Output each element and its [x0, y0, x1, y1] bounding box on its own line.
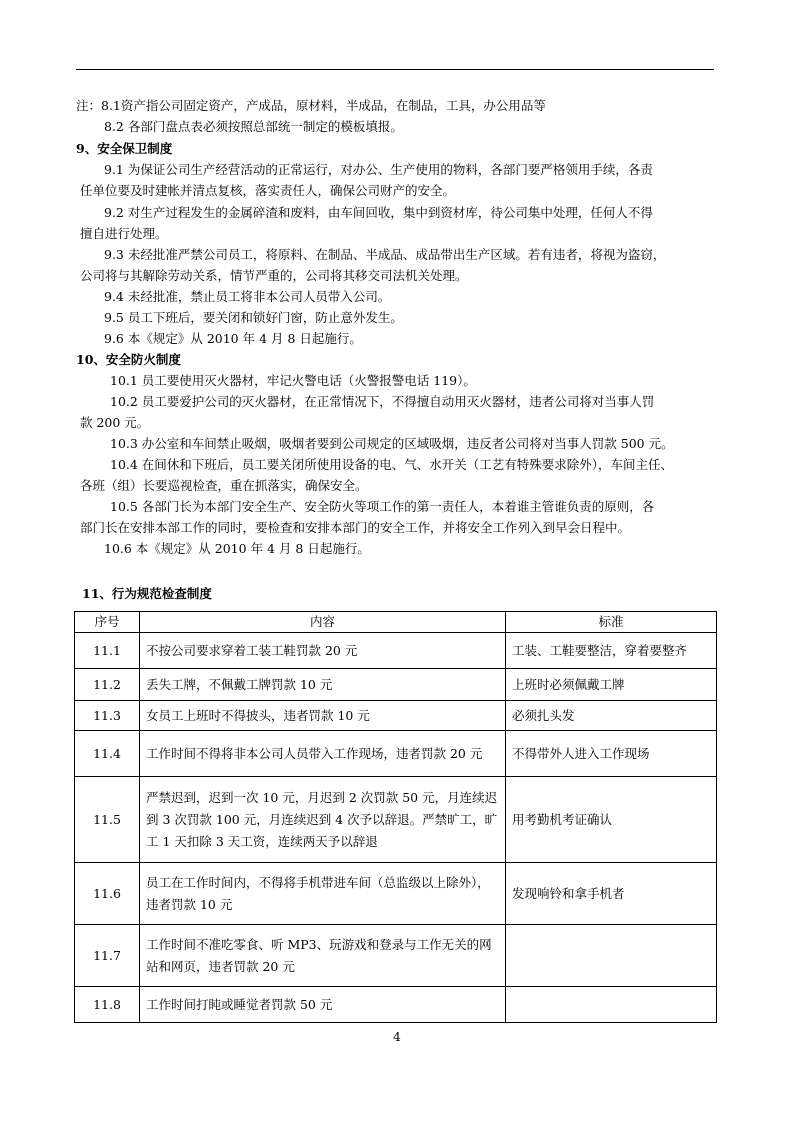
row-content: 不按公司要求穿着工装工鞋罚款 20 元 — [140, 633, 506, 669]
row-content: 工作时间打盹或睡觉者罚款 50 元 — [140, 987, 506, 1023]
row-num: 11.5 — [75, 777, 140, 863]
table-row — [75, 987, 717, 1023]
row-standard: 发现响铃和拿手机者 — [506, 863, 717, 925]
s10-p6: 10.6 本《规定》从 2010 年 4 月 8 日起施行。 — [104, 541, 370, 556]
page-number: 4 — [393, 1030, 401, 1044]
s9-p6: 9.6 本《规定》从 2010 年 4 月 8 日起施行。 — [104, 331, 362, 346]
table-header-row — [75, 612, 717, 633]
row-num: 11.8 — [75, 987, 140, 1023]
row-content: 女员工上班时不得披头，违者罚款 10 元 — [140, 701, 506, 731]
s10-p5a: 10.5 各部门长为本部门安全生产、安全防火等项工作的第一责任人，本着谁主管谁负责的原则，各 — [110, 499, 655, 514]
note-line-1: 注：8.1资产指公司固定资产，产成品，原材料，半成品，在制品，工具，办公用品等 — [76, 98, 546, 113]
header-num: 序号 — [75, 612, 140, 633]
s10-p2a: 10.2 员工要爱护公司的灭火器材，在正常情况下，不得擅自动用灭火器材，违者公司将对当事人罚 — [110, 394, 655, 409]
table-row — [75, 863, 717, 925]
row-num: 11.2 — [75, 669, 140, 701]
row-standard: 不得带外人进入工作现场 — [506, 731, 717, 777]
row-content: 员工在工作时间内，不得将手机带进车间（总监级以上除外），违者罚款 10 元 — [140, 863, 506, 925]
row-num: 11.4 — [75, 731, 140, 777]
s9-p2a: 9.2 对生产过程发生的金属碎渣和废料，由车间回收，集中到资材库，待公司集中处理，任何人不得 — [104, 205, 653, 220]
table-row — [75, 777, 717, 863]
table-row — [75, 731, 717, 777]
row-standard: 必须扎头发 — [506, 701, 717, 731]
row-num: 11.3 — [75, 701, 140, 731]
row-standard — [506, 987, 717, 1023]
s9-p3b: 公司将与其解除劳动关系，情节严重的，公司将其移交司法机关处理。 — [80, 268, 468, 283]
row-num: 11.7 — [75, 925, 140, 987]
row-content: 丢失工牌，不佩戴工牌罚款 10 元 — [140, 669, 506, 701]
s9-p5: 9.5 员工下班后，要关闭和锁好门窗，防止意外发生。 — [104, 310, 403, 325]
header-content: 内容 — [140, 612, 506, 633]
s9-p3a: 9.3 未经批准严禁公司员工，将原料、在制品、半成品、成品带出生产区域。若有违者，将视为盗窃， — [104, 247, 666, 262]
s9-p1a: 9.1 为保证公司生产经营活动的正常运行，对办公、生产使用的物料，各部门要严格领用手续，各责 — [104, 162, 653, 177]
section-11-title: 11、行为规范检查制度 — [82, 586, 212, 601]
s9-p2b: 擅自进行处理。 — [80, 226, 168, 241]
table-row — [75, 633, 717, 669]
s10-p3: 10.3 办公室和车间禁止吸烟，吸烟者要到公司规定的区域吸烟，违反者公司将对当事人罚款 500 元。 — [110, 436, 674, 451]
header-rule — [76, 69, 714, 70]
header-standard: 标准 — [506, 612, 717, 633]
row-standard: 用考勤机考证确认 — [506, 777, 717, 863]
row-standard: 上班时必须佩戴工牌 — [506, 669, 717, 701]
row-standard: 工装、工鞋要整洁，穿着要整齐 — [506, 633, 717, 669]
rules-table — [74, 611, 717, 1023]
s10-p2b: 款 200 元。 — [80, 415, 150, 430]
row-content: 工作时间不准吃零食、听 MP3、玩游戏和登录与工作无关的网站和网页，违者罚款 20 元 — [140, 925, 506, 987]
s10-p4a: 10.4 在间休和下班后，员工要关闭所使用设备的电、气、水开关（工艺有特殊要求除外），车间主任、 — [110, 457, 674, 472]
s10-p4b: 各班（组）长要巡视检查，重在抓落实，确保安全。 — [80, 478, 368, 493]
table-row — [75, 701, 717, 731]
row-content: 严禁迟到，迟到一次 10 元，月迟到 2 次罚款 50 元，月连续迟到 3 次罚款 100 元，月连续迟到 4 次予以辞退。严禁旷工，旷工 1 天扣除 3 天工资，连续两天予以辞退 — [140, 777, 506, 863]
row-content: 工作时间不得将非本公司人员带入工作现场，违者罚款 20 元 — [140, 731, 506, 777]
row-num: 11.1 — [75, 633, 140, 669]
s9-p4: 9.4 未经批准，禁止员工将非本公司人员带入公司。 — [104, 289, 391, 304]
s10-p5b: 部门长在安排本部工作的同时，要检查和安排本部门的安全工作，并将安全工作列入到早会日程中。 — [80, 520, 631, 535]
table-row — [75, 669, 717, 701]
section-9-title: 9、安全保卫制度 — [76, 141, 173, 156]
s10-p1: 10.1 员工要使用灭火器材，牢记火警电话（火警报警电话 119）。 — [110, 373, 476, 388]
note-line-2: 8.2 各部门盘点表必须按照总部统一制定的模板填报。 — [104, 119, 403, 134]
row-standard — [506, 925, 717, 987]
table-row — [75, 925, 717, 987]
row-num: 11.6 — [75, 863, 140, 925]
s9-p1b: 任单位要及时建帐并清点复核，落实责任人，确保公司财产的安全。 — [80, 183, 456, 198]
section-10-title: 10、安全防火制度 — [76, 352, 181, 367]
